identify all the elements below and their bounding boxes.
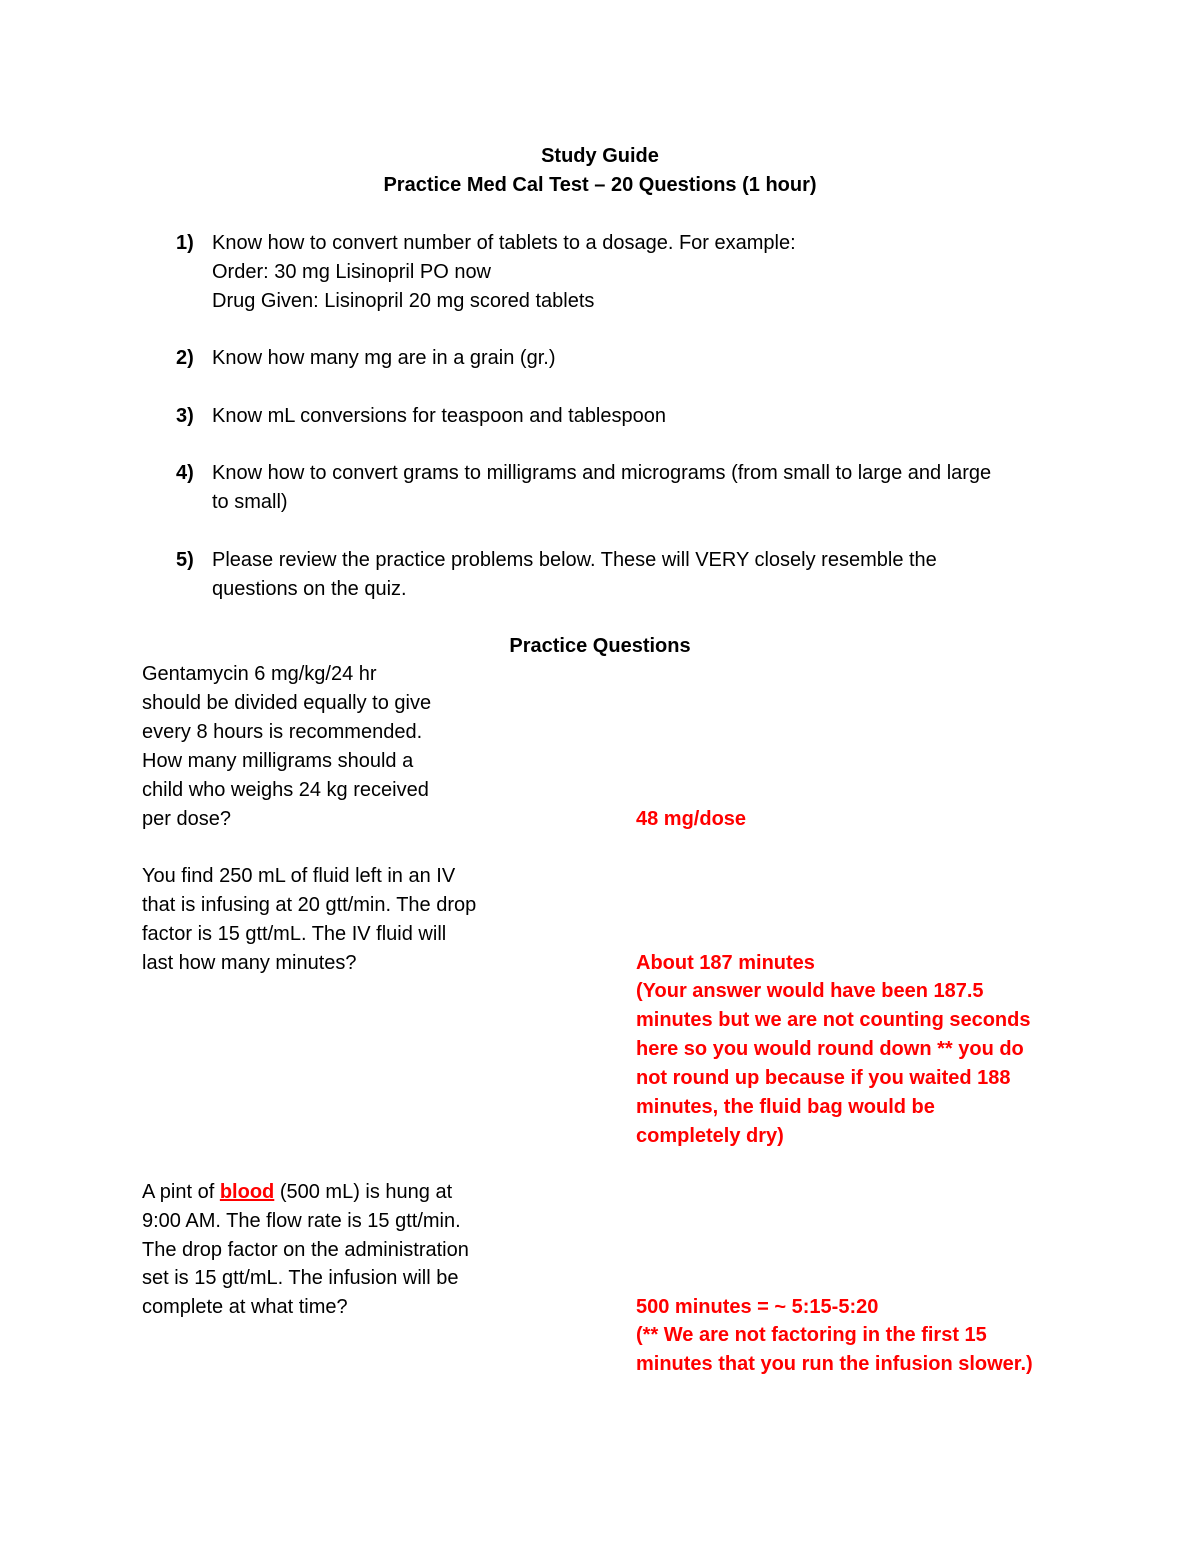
question-text-fragment: (500 mL) is hung at [274, 1181, 453, 1203]
answer-text: not round up because if you waited 188 [636, 1067, 1011, 1089]
answer-text: minutes that you run the infusion slower.) [636, 1353, 1033, 1375]
list-item-text: Drug Given: Lisinopril 20 mg scored tablets [212, 290, 595, 312]
list-item-text: Know how to convert grams to milligrams and micrograms (from small to large and large [212, 462, 992, 484]
list-number: 3) [176, 405, 194, 427]
question-text: child who weighs 24 kg received [142, 779, 429, 801]
question-text: every 8 hours is recommended. [142, 721, 423, 743]
list-item-text: Know mL conversions for teaspoon and tablespoon [212, 405, 666, 427]
question-text [142, 1178, 452, 1207]
answer-text: 500 minutes = ~ 5:15-5:20 [636, 1296, 879, 1318]
document-title: Study Guide [541, 145, 659, 167]
question-text: The drop factor on the administration [142, 1239, 469, 1261]
list-item-text: Order: 30 mg Lisinopril PO now [212, 261, 492, 283]
answer-text: About 187 minutes [636, 952, 815, 974]
question-text: How many milligrams should a [142, 750, 414, 772]
list-number: 5) [176, 549, 194, 571]
blood-link[interactable]: blood [219, 1181, 275, 1203]
list-item-text: questions on the quiz. [212, 578, 407, 600]
list-item-text: Know how many mg are in a grain (gr.) [212, 347, 556, 369]
question-text: Gentamycin 6 mg/kg/24 hr [142, 663, 377, 685]
question-text: last how many minutes? [142, 952, 357, 974]
answer-text: here so you would round down ** you do [636, 1038, 1024, 1060]
question-text-fragment: A pint of [142, 1181, 220, 1203]
question-text: You find 250 mL of fluid left in an IV [142, 865, 456, 887]
question-text: complete at what time? [142, 1296, 348, 1318]
answer-text: completely dry) [636, 1125, 784, 1147]
list-number: 1) [176, 232, 194, 254]
practice-heading: Practice Questions [509, 635, 691, 657]
list-number: 2) [176, 347, 194, 369]
question-text: per dose? [142, 808, 231, 830]
answer-text: (Your answer would have been 187.5 [636, 980, 984, 1002]
question-text: factor is 15 gtt/mL. The IV fluid will [142, 923, 447, 945]
answer-text: minutes but we are not counting seconds [636, 1009, 1031, 1031]
question-text: 9:00 AM. The flow rate is 15 gtt/min. [142, 1210, 461, 1232]
list-number: 4) [176, 462, 194, 484]
document-subtitle: Practice Med Cal Test – 20 Questions (1 hour) [383, 174, 817, 196]
question-text: set is 15 gtt/mL. The infusion will be [142, 1267, 459, 1289]
list-item-text: to small) [212, 491, 288, 513]
question-text: should be divided equally to give [142, 692, 432, 714]
list-item-text: Know how to convert number of tablets to a dosage. For example: [212, 232, 796, 254]
list-item-text: Please review the practice problems below. These will VERY closely resemble the [212, 549, 937, 571]
answer-text: minutes, the fluid bag would be [636, 1096, 935, 1118]
answer-text: 48 mg/dose [636, 808, 747, 830]
question-text: that is infusing at 20 gtt/min. The drop [142, 894, 477, 916]
answer-text: (** We are not factoring in the first 15 [636, 1324, 987, 1346]
